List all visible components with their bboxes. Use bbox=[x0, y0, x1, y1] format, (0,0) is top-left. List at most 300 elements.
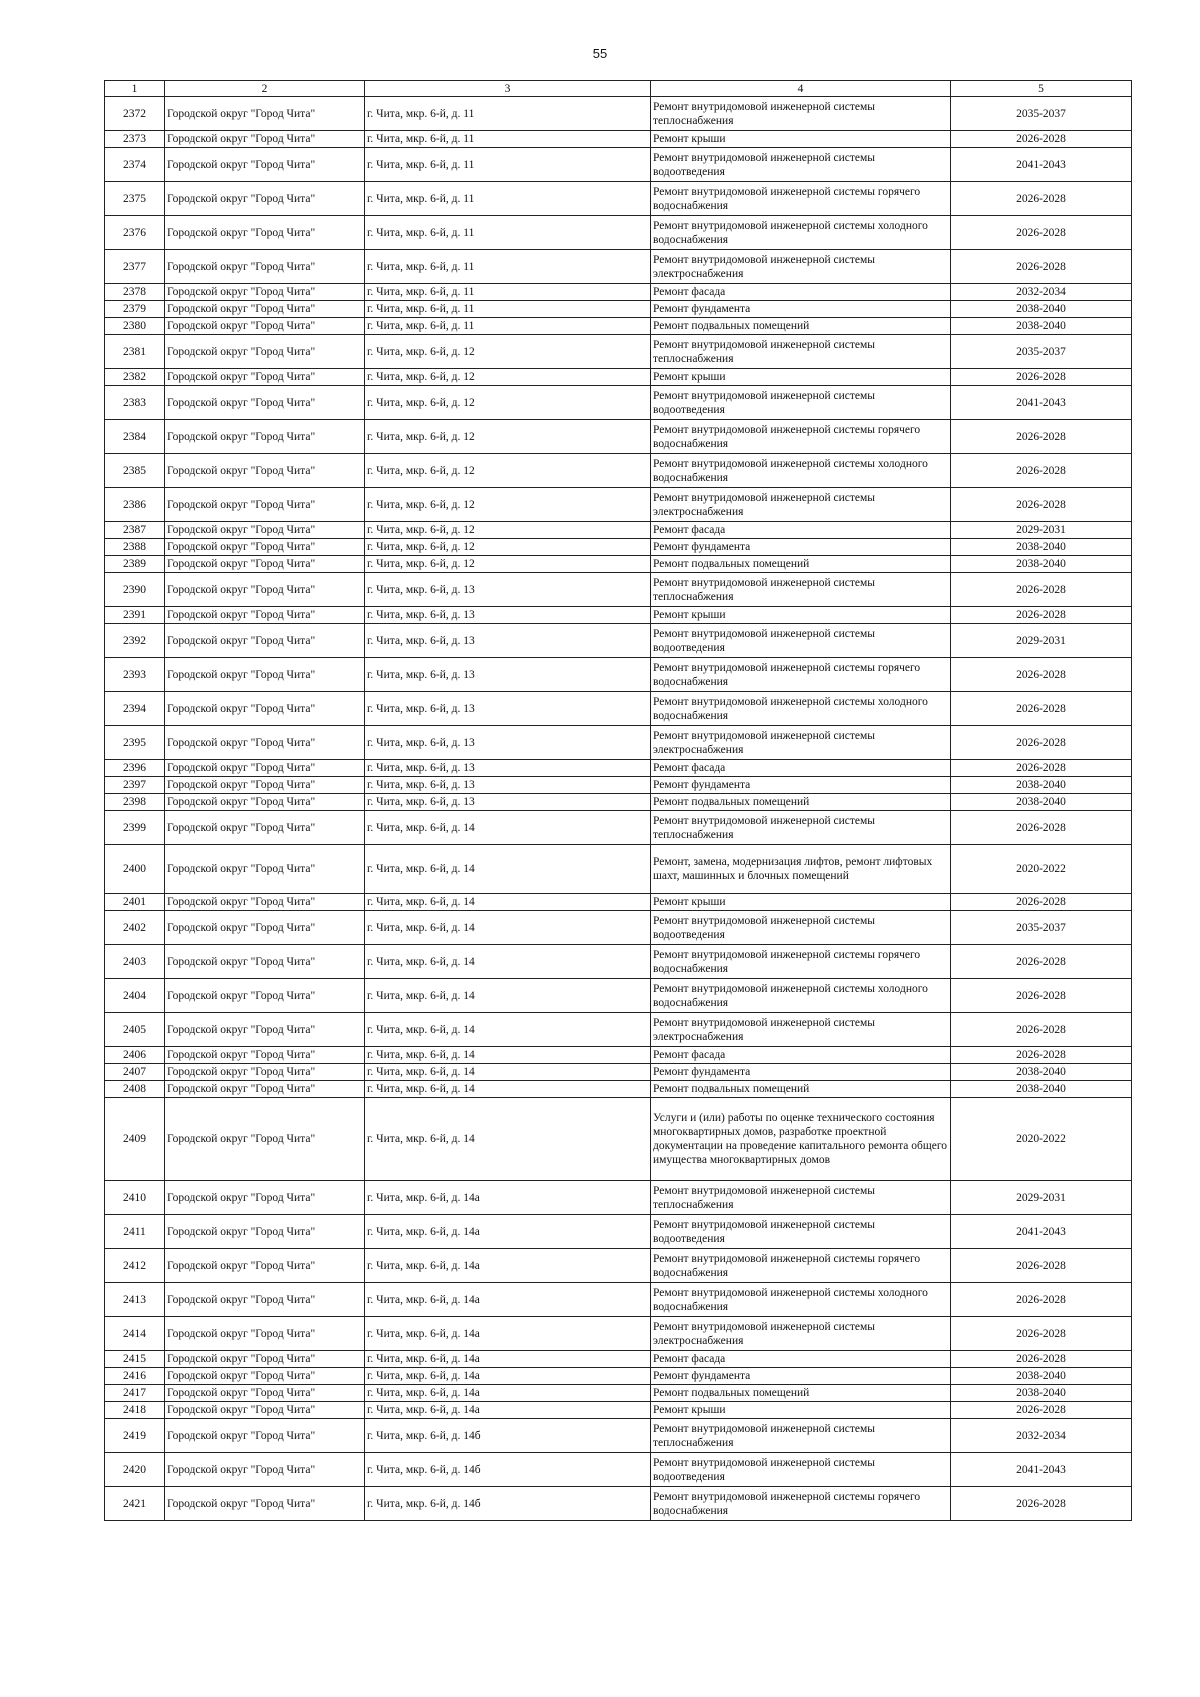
address-cell: г. Чита, мкр. 6-й, д. 13 bbox=[365, 777, 651, 794]
address-cell: г. Чита, мкр. 6-й, д. 14б bbox=[365, 1419, 651, 1453]
row-number-cell: 2380 bbox=[105, 318, 165, 335]
period-cell: 2020-2022 bbox=[951, 1098, 1132, 1181]
table-row bbox=[105, 1385, 1132, 1402]
address-cell: г. Чита, мкр. 6-й, д. 13 bbox=[365, 760, 651, 777]
period-cell: 2038-2040 bbox=[951, 1064, 1132, 1081]
table-body bbox=[105, 97, 1132, 1521]
table-row bbox=[105, 454, 1132, 488]
address-cell: г. Чита, мкр. 6-й, д. 14 bbox=[365, 811, 651, 845]
address-cell: г. Чита, мкр. 6-й, д. 14а bbox=[365, 1215, 651, 1249]
row-number-cell: 2378 bbox=[105, 284, 165, 301]
row-number-cell: 2405 bbox=[105, 1013, 165, 1047]
row-number-cell: 2418 bbox=[105, 1402, 165, 1419]
municipality-cell: Городской округ "Город Чита" bbox=[165, 182, 365, 216]
table-row bbox=[105, 1047, 1132, 1064]
row-number-cell: 2381 bbox=[105, 335, 165, 369]
table-row bbox=[105, 1181, 1132, 1215]
work-type-cell: Ремонт фасада bbox=[651, 284, 951, 301]
address-cell: г. Чита, мкр. 6-й, д. 14а bbox=[365, 1249, 651, 1283]
address-cell: г. Чита, мкр. 6-й, д. 13 bbox=[365, 794, 651, 811]
period-cell: 2026-2028 bbox=[951, 894, 1132, 911]
address-cell: г. Чита, мкр. 6-й, д. 12 bbox=[365, 556, 651, 573]
address-cell: г. Чита, мкр. 6-й, д. 11 bbox=[365, 301, 651, 318]
table-row bbox=[105, 1249, 1132, 1283]
work-type-cell: Ремонт внутридомовой инженерной системы холодного водоснабжения bbox=[651, 454, 951, 488]
work-type-cell: Ремонт внутридомовой инженерной системы горячего водоснабжения bbox=[651, 945, 951, 979]
row-number-cell: 2416 bbox=[105, 1368, 165, 1385]
work-type-cell: Ремонт внутридомовой инженерной системы электроснабжения bbox=[651, 1317, 951, 1351]
municipality-cell: Городской округ "Город Чита" bbox=[165, 573, 365, 607]
address-cell: г. Чита, мкр. 6-й, д. 11 bbox=[365, 131, 651, 148]
work-type-cell: Ремонт крыши bbox=[651, 1402, 951, 1419]
period-cell: 2038-2040 bbox=[951, 1368, 1132, 1385]
address-cell: г. Чита, мкр. 6-й, д. 12 bbox=[365, 420, 651, 454]
municipality-cell: Городской округ "Город Чита" bbox=[165, 1047, 365, 1064]
period-cell: 2026-2028 bbox=[951, 1013, 1132, 1047]
table-row bbox=[105, 182, 1132, 216]
address-cell: г. Чита, мкр. 6-й, д. 12 bbox=[365, 539, 651, 556]
table-row bbox=[105, 1453, 1132, 1487]
table-row bbox=[105, 420, 1132, 454]
table-row bbox=[105, 318, 1132, 335]
address-cell: г. Чита, мкр. 6-й, д. 12 bbox=[365, 488, 651, 522]
municipality-cell: Городской округ "Город Чита" bbox=[165, 777, 365, 794]
row-number-cell: 2392 bbox=[105, 624, 165, 658]
work-type-cell: Ремонт внутридомовой инженерной системы теплоснабжения bbox=[651, 97, 951, 131]
address-cell: г. Чита, мкр. 6-й, д. 14а bbox=[365, 1402, 651, 1419]
address-cell: г. Чита, мкр. 6-й, д. 11 bbox=[365, 284, 651, 301]
row-number-cell: 2406 bbox=[105, 1047, 165, 1064]
table-row bbox=[105, 1064, 1132, 1081]
table-row bbox=[105, 1487, 1132, 1521]
address-cell: г. Чита, мкр. 6-й, д. 14 bbox=[365, 894, 651, 911]
municipality-cell: Городской округ "Город Чита" bbox=[165, 318, 365, 335]
work-type-cell: Ремонт фасада bbox=[651, 760, 951, 777]
period-cell: 2026-2028 bbox=[951, 1047, 1132, 1064]
municipality-cell: Городской округ "Город Чита" bbox=[165, 131, 365, 148]
address-cell: г. Чита, мкр. 6-й, д. 12 bbox=[365, 386, 651, 420]
period-cell: 2026-2028 bbox=[951, 250, 1132, 284]
address-cell: г. Чита, мкр. 6-й, д. 13 bbox=[365, 573, 651, 607]
row-number-cell: 2413 bbox=[105, 1283, 165, 1317]
municipality-cell: Городской округ "Город Чита" bbox=[165, 420, 365, 454]
row-number-cell: 2390 bbox=[105, 573, 165, 607]
period-cell: 2029-2031 bbox=[951, 522, 1132, 539]
row-number-cell: 2377 bbox=[105, 250, 165, 284]
table-row bbox=[105, 1419, 1132, 1453]
period-cell: 2026-2028 bbox=[951, 1351, 1132, 1368]
row-number-cell: 2385 bbox=[105, 454, 165, 488]
table-row bbox=[105, 369, 1132, 386]
period-cell: 2041-2043 bbox=[951, 1453, 1132, 1487]
address-cell: г. Чита, мкр. 6-й, д. 11 bbox=[365, 318, 651, 335]
period-cell: 2026-2028 bbox=[951, 131, 1132, 148]
table-row bbox=[105, 148, 1132, 182]
address-cell: г. Чита, мкр. 6-й, д. 14 bbox=[365, 1098, 651, 1181]
column-header-3: 3 bbox=[365, 81, 651, 97]
table-row bbox=[105, 216, 1132, 250]
period-cell: 2029-2031 bbox=[951, 624, 1132, 658]
address-cell: г. Чита, мкр. 6-й, д. 11 bbox=[365, 148, 651, 182]
municipality-cell: Городской округ "Город Чита" bbox=[165, 624, 365, 658]
municipality-cell: Городской округ "Город Чита" bbox=[165, 1487, 365, 1521]
row-number-cell: 2417 bbox=[105, 1385, 165, 1402]
table-row bbox=[105, 1402, 1132, 1419]
table-row bbox=[105, 811, 1132, 845]
address-cell: г. Чита, мкр. 6-й, д. 11 bbox=[365, 97, 651, 131]
column-header-1: 1 bbox=[105, 81, 165, 97]
address-cell: г. Чита, мкр. 6-й, д. 14а bbox=[365, 1181, 651, 1215]
work-type-cell: Ремонт внутридомовой инженерной системы электроснабжения bbox=[651, 726, 951, 760]
municipality-cell: Городской округ "Город Чита" bbox=[165, 1181, 365, 1215]
period-cell: 2026-2028 bbox=[951, 945, 1132, 979]
period-cell: 2026-2028 bbox=[951, 811, 1132, 845]
municipality-cell: Городской округ "Город Чита" bbox=[165, 386, 365, 420]
municipality-cell: Городской округ "Город Чита" bbox=[165, 1453, 365, 1487]
work-type-cell: Ремонт внутридомовой инженерной системы горячего водоснабжения bbox=[651, 658, 951, 692]
municipality-cell: Городской округ "Город Чита" bbox=[165, 658, 365, 692]
municipality-cell: Городской округ "Город Чита" bbox=[165, 369, 365, 386]
table-row bbox=[105, 1368, 1132, 1385]
period-cell: 2026-2028 bbox=[951, 488, 1132, 522]
address-cell: г. Чита, мкр. 6-й, д. 14 bbox=[365, 1047, 651, 1064]
period-cell: 2038-2040 bbox=[951, 318, 1132, 335]
period-cell: 2041-2043 bbox=[951, 148, 1132, 182]
municipality-cell: Городской округ "Город Чита" bbox=[165, 811, 365, 845]
address-cell: г. Чита, мкр. 6-й, д. 12 bbox=[365, 335, 651, 369]
row-number-cell: 2420 bbox=[105, 1453, 165, 1487]
work-type-cell: Ремонт внутридомовой инженерной системы теплоснабжения bbox=[651, 1419, 951, 1453]
municipality-cell: Городской округ "Город Чита" bbox=[165, 760, 365, 777]
municipality-cell: Городской округ "Город Чита" bbox=[165, 1013, 365, 1047]
address-cell: г. Чита, мкр. 6-й, д. 12 bbox=[365, 454, 651, 488]
period-cell: 2026-2028 bbox=[951, 216, 1132, 250]
table-row bbox=[105, 250, 1132, 284]
row-number-cell: 2419 bbox=[105, 1419, 165, 1453]
table-row bbox=[105, 777, 1132, 794]
table-row bbox=[105, 658, 1132, 692]
municipality-cell: Городской округ "Город Чита" bbox=[165, 216, 365, 250]
work-type-cell: Ремонт внутридомовой инженерной системы холодного водоснабжения bbox=[651, 216, 951, 250]
work-type-cell: Ремонт фундамента bbox=[651, 1064, 951, 1081]
address-cell: г. Чита, мкр. 6-й, д. 14а bbox=[365, 1351, 651, 1368]
work-type-cell: Ремонт фундамента bbox=[651, 777, 951, 794]
row-number-cell: 2399 bbox=[105, 811, 165, 845]
work-type-cell: Услуги и (или) работы по оценке технического состояния многоквартирных домов, разработке проектной документации на проведение капитального ремонта общего имущества многоквартирных домов bbox=[651, 1098, 951, 1181]
table-row bbox=[105, 386, 1132, 420]
period-cell: 2026-2028 bbox=[951, 979, 1132, 1013]
address-cell: г. Чита, мкр. 6-й, д. 14а bbox=[365, 1317, 651, 1351]
address-cell: г. Чита, мкр. 6-й, д. 11 bbox=[365, 216, 651, 250]
repair-schedule-table bbox=[104, 80, 1132, 1521]
row-number-cell: 2373 bbox=[105, 131, 165, 148]
municipality-cell: Городской округ "Город Чита" bbox=[165, 556, 365, 573]
municipality-cell: Городской округ "Город Чита" bbox=[165, 845, 365, 894]
table-row bbox=[105, 945, 1132, 979]
address-cell: г. Чита, мкр. 6-й, д. 14 bbox=[365, 911, 651, 945]
row-number-cell: 2402 bbox=[105, 911, 165, 945]
municipality-cell: Городской округ "Город Чита" bbox=[165, 454, 365, 488]
work-type-cell: Ремонт внутридомовой инженерной системы горячего водоснабжения bbox=[651, 420, 951, 454]
row-number-cell: 2411 bbox=[105, 1215, 165, 1249]
row-number-cell: 2396 bbox=[105, 760, 165, 777]
period-cell: 2026-2028 bbox=[951, 692, 1132, 726]
address-cell: г. Чита, мкр. 6-й, д. 14 bbox=[365, 979, 651, 1013]
table-row bbox=[105, 845, 1132, 894]
row-number-cell: 2404 bbox=[105, 979, 165, 1013]
municipality-cell: Городской округ "Город Чита" bbox=[165, 945, 365, 979]
period-cell: 2026-2028 bbox=[951, 182, 1132, 216]
row-number-cell: 2391 bbox=[105, 607, 165, 624]
address-cell: г. Чита, мкр. 6-й, д. 14а bbox=[365, 1385, 651, 1402]
row-number-cell: 2408 bbox=[105, 1081, 165, 1098]
row-number-cell: 2376 bbox=[105, 216, 165, 250]
municipality-cell: Городской округ "Город Чита" bbox=[165, 301, 365, 318]
row-number-cell: 2379 bbox=[105, 301, 165, 318]
row-number-cell: 2388 bbox=[105, 539, 165, 556]
municipality-cell: Городской округ "Город Чита" bbox=[165, 1317, 365, 1351]
period-cell: 2035-2037 bbox=[951, 911, 1132, 945]
address-cell: г. Чита, мкр. 6-й, д. 14б bbox=[365, 1453, 651, 1487]
page-number: 55 bbox=[592, 46, 608, 61]
work-type-cell: Ремонт крыши bbox=[651, 894, 951, 911]
municipality-cell: Городской округ "Город Чита" bbox=[165, 335, 365, 369]
work-type-cell: Ремонт фундамента bbox=[651, 1368, 951, 1385]
period-cell: 2020-2022 bbox=[951, 845, 1132, 894]
work-type-cell: Ремонт, замена, модернизация лифтов, ремонт лифтовых шахт, машинных и блочных помещений bbox=[651, 845, 951, 894]
table-row bbox=[105, 284, 1132, 301]
municipality-cell: Городской округ "Город Чита" bbox=[165, 911, 365, 945]
table-row bbox=[105, 1215, 1132, 1249]
address-cell: г. Чита, мкр. 6-й, д. 14 bbox=[365, 1064, 651, 1081]
address-cell: г. Чита, мкр. 6-й, д. 13 bbox=[365, 624, 651, 658]
work-type-cell: Ремонт внутридомовой инженерной системы горячего водоснабжения bbox=[651, 182, 951, 216]
period-cell: 2038-2040 bbox=[951, 1081, 1132, 1098]
work-type-cell: Ремонт внутридомовой инженерной системы теплоснабжения bbox=[651, 573, 951, 607]
table-row bbox=[105, 760, 1132, 777]
address-cell: г. Чита, мкр. 6-й, д. 13 bbox=[365, 692, 651, 726]
row-number-cell: 2409 bbox=[105, 1098, 165, 1181]
period-cell: 2029-2031 bbox=[951, 1181, 1132, 1215]
period-cell: 2041-2043 bbox=[951, 1215, 1132, 1249]
row-number-cell: 2374 bbox=[105, 148, 165, 182]
table-row bbox=[105, 1283, 1132, 1317]
row-number-cell: 2386 bbox=[105, 488, 165, 522]
municipality-cell: Городской округ "Город Чита" bbox=[165, 1081, 365, 1098]
table-row bbox=[105, 1317, 1132, 1351]
address-cell: г. Чита, мкр. 6-й, д. 11 bbox=[365, 250, 651, 284]
address-cell: г. Чита, мкр. 6-й, д. 14 bbox=[365, 845, 651, 894]
table-row bbox=[105, 522, 1132, 539]
row-number-cell: 2384 bbox=[105, 420, 165, 454]
work-type-cell: Ремонт внутридомовой инженерной системы водоотведения bbox=[651, 148, 951, 182]
address-cell: г. Чита, мкр. 6-й, д. 12 bbox=[365, 522, 651, 539]
period-cell: 2038-2040 bbox=[951, 794, 1132, 811]
table-row bbox=[105, 794, 1132, 811]
address-cell: г. Чита, мкр. 6-й, д. 13 bbox=[365, 658, 651, 692]
municipality-cell: Городской округ "Город Чита" bbox=[165, 1283, 365, 1317]
table-row bbox=[105, 556, 1132, 573]
period-cell: 2026-2028 bbox=[951, 1283, 1132, 1317]
period-cell: 2026-2028 bbox=[951, 1249, 1132, 1283]
period-cell: 2038-2040 bbox=[951, 777, 1132, 794]
period-cell: 2026-2028 bbox=[951, 1402, 1132, 1419]
period-cell: 2026-2028 bbox=[951, 607, 1132, 624]
municipality-cell: Городской округ "Город Чита" bbox=[165, 488, 365, 522]
work-type-cell: Ремонт внутридомовой инженерной системы горячего водоснабжения bbox=[651, 1249, 951, 1283]
table-row bbox=[105, 624, 1132, 658]
municipality-cell: Городской округ "Город Чита" bbox=[165, 1419, 365, 1453]
work-type-cell: Ремонт внутридомовой инженерной системы теплоснабжения bbox=[651, 811, 951, 845]
table-row bbox=[105, 979, 1132, 1013]
work-type-cell: Ремонт внутридомовой инженерной системы холодного водоснабжения bbox=[651, 979, 951, 1013]
row-number-cell: 2414 bbox=[105, 1317, 165, 1351]
table-row bbox=[105, 607, 1132, 624]
row-number-cell: 2393 bbox=[105, 658, 165, 692]
work-type-cell: Ремонт крыши bbox=[651, 607, 951, 624]
municipality-cell: Городской округ "Город Чита" bbox=[165, 1064, 365, 1081]
address-cell: г. Чита, мкр. 6-й, д. 13 bbox=[365, 607, 651, 624]
table-row bbox=[105, 301, 1132, 318]
work-type-cell: Ремонт внутридомовой инженерной системы теплоснабжения bbox=[651, 1181, 951, 1215]
work-type-cell: Ремонт внутридомовой инженерной системы электроснабжения bbox=[651, 250, 951, 284]
column-header-2: 2 bbox=[165, 81, 365, 97]
row-number-cell: 2397 bbox=[105, 777, 165, 794]
period-cell: 2026-2028 bbox=[951, 454, 1132, 488]
work-type-cell: Ремонт внутридомовой инженерной системы холодного водоснабжения bbox=[651, 692, 951, 726]
row-number-cell: 2383 bbox=[105, 386, 165, 420]
address-cell: г. Чита, мкр. 6-й, д. 14 bbox=[365, 945, 651, 979]
row-number-cell: 2400 bbox=[105, 845, 165, 894]
period-cell: 2038-2040 bbox=[951, 1385, 1132, 1402]
table-row bbox=[105, 1013, 1132, 1047]
municipality-cell: Городской округ "Город Чита" bbox=[165, 1351, 365, 1368]
table-row bbox=[105, 1351, 1132, 1368]
municipality-cell: Городской округ "Город Чита" bbox=[165, 692, 365, 726]
row-number-cell: 2407 bbox=[105, 1064, 165, 1081]
work-type-cell: Ремонт подвальных помещений bbox=[651, 1385, 951, 1402]
row-number-cell: 2403 bbox=[105, 945, 165, 979]
period-cell: 2032-2034 bbox=[951, 1419, 1132, 1453]
period-cell: 2026-2028 bbox=[951, 573, 1132, 607]
work-type-cell: Ремонт внутридомовой инженерной системы водоотведения bbox=[651, 1453, 951, 1487]
table-row bbox=[105, 911, 1132, 945]
row-number-cell: 2421 bbox=[105, 1487, 165, 1521]
column-number-row bbox=[105, 81, 1132, 97]
column-header-4: 4 bbox=[651, 81, 951, 97]
work-type-cell: Ремонт подвальных помещений bbox=[651, 794, 951, 811]
work-type-cell: Ремонт фасада bbox=[651, 1351, 951, 1368]
work-type-cell: Ремонт внутридомовой инженерной системы холодного водоснабжения bbox=[651, 1283, 951, 1317]
municipality-cell: Городской округ "Город Чита" bbox=[165, 148, 365, 182]
period-cell: 2026-2028 bbox=[951, 760, 1132, 777]
table-row bbox=[105, 726, 1132, 760]
work-type-cell: Ремонт внутридомовой инженерной системы водоотведения bbox=[651, 386, 951, 420]
row-number-cell: 2394 bbox=[105, 692, 165, 726]
period-cell: 2038-2040 bbox=[951, 539, 1132, 556]
row-number-cell: 2412 bbox=[105, 1249, 165, 1283]
address-cell: г. Чита, мкр. 6-й, д. 14б bbox=[365, 1487, 651, 1521]
row-number-cell: 2410 bbox=[105, 1181, 165, 1215]
row-number-cell: 2372 bbox=[105, 97, 165, 131]
municipality-cell: Городской округ "Город Чита" bbox=[165, 1249, 365, 1283]
municipality-cell: Городской округ "Город Чита" bbox=[165, 539, 365, 556]
municipality-cell: Городской округ "Город Чита" bbox=[165, 607, 365, 624]
row-number-cell: 2401 bbox=[105, 894, 165, 911]
row-number-cell: 2382 bbox=[105, 369, 165, 386]
table-row bbox=[105, 1081, 1132, 1098]
table-row bbox=[105, 1098, 1132, 1181]
municipality-cell: Городской округ "Город Чита" bbox=[165, 1215, 365, 1249]
table-row bbox=[105, 97, 1132, 131]
work-type-cell: Ремонт внутридомовой инженерной системы горячего водоснабжения bbox=[651, 1487, 951, 1521]
table-row bbox=[105, 539, 1132, 556]
period-cell: 2038-2040 bbox=[951, 301, 1132, 318]
work-type-cell: Ремонт внутридомовой инженерной системы электроснабжения bbox=[651, 1013, 951, 1047]
address-cell: г. Чита, мкр. 6-й, д. 14 bbox=[365, 1081, 651, 1098]
period-cell: 2035-2037 bbox=[951, 97, 1132, 131]
row-number-cell: 2389 bbox=[105, 556, 165, 573]
municipality-cell: Городской округ "Город Чита" bbox=[165, 1098, 365, 1181]
row-number-cell: 2398 bbox=[105, 794, 165, 811]
column-header-5: 5 bbox=[951, 81, 1132, 97]
period-cell: 2026-2028 bbox=[951, 658, 1132, 692]
municipality-cell: Городской округ "Город Чита" bbox=[165, 1368, 365, 1385]
period-cell: 2026-2028 bbox=[951, 369, 1132, 386]
municipality-cell: Городской округ "Город Чита" bbox=[165, 794, 365, 811]
work-type-cell: Ремонт подвальных помещений bbox=[651, 1081, 951, 1098]
municipality-cell: Городской округ "Город Чита" bbox=[165, 1385, 365, 1402]
work-type-cell: Ремонт внутридомовой инженерной системы теплоснабжения bbox=[651, 335, 951, 369]
address-cell: г. Чита, мкр. 6-й, д. 11 bbox=[365, 182, 651, 216]
municipality-cell: Городской округ "Город Чита" bbox=[165, 979, 365, 1013]
municipality-cell: Городской округ "Город Чита" bbox=[165, 726, 365, 760]
address-cell: г. Чита, мкр. 6-й, д. 14а bbox=[365, 1283, 651, 1317]
period-cell: 2026-2028 bbox=[951, 1317, 1132, 1351]
work-type-cell: Ремонт фасада bbox=[651, 1047, 951, 1064]
table-row bbox=[105, 894, 1132, 911]
address-cell: г. Чита, мкр. 6-й, д. 14а bbox=[365, 1368, 651, 1385]
municipality-cell: Городской округ "Город Чита" bbox=[165, 250, 365, 284]
municipality-cell: Городской округ "Город Чита" bbox=[165, 284, 365, 301]
work-type-cell: Ремонт подвальных помещений bbox=[651, 318, 951, 335]
work-type-cell: Ремонт крыши bbox=[651, 369, 951, 386]
work-type-cell: Ремонт подвальных помещений bbox=[651, 556, 951, 573]
work-type-cell: Ремонт фасада bbox=[651, 522, 951, 539]
municipality-cell: Городской округ "Город Чита" bbox=[165, 894, 365, 911]
work-type-cell: Ремонт внутридомовой инженерной системы водоотведения bbox=[651, 624, 951, 658]
period-cell: 2032-2034 bbox=[951, 284, 1132, 301]
work-type-cell: Ремонт фундамента bbox=[651, 539, 951, 556]
table-row bbox=[105, 488, 1132, 522]
municipality-cell: Городской округ "Город Чита" bbox=[165, 1402, 365, 1419]
address-cell: г. Чита, мкр. 6-й, д. 12 bbox=[365, 369, 651, 386]
table-row bbox=[105, 573, 1132, 607]
period-cell: 2026-2028 bbox=[951, 726, 1132, 760]
work-type-cell: Ремонт внутридомовой инженерной системы водоотведения bbox=[651, 1215, 951, 1249]
row-number-cell: 2387 bbox=[105, 522, 165, 539]
row-number-cell: 2415 bbox=[105, 1351, 165, 1368]
table-row bbox=[105, 692, 1132, 726]
address-cell: г. Чита, мкр. 6-й, д. 14 bbox=[365, 1013, 651, 1047]
work-type-cell: Ремонт внутридомовой инженерной системы водоотведения bbox=[651, 911, 951, 945]
municipality-cell: Городской округ "Город Чита" bbox=[165, 522, 365, 539]
work-type-cell: Ремонт крыши bbox=[651, 131, 951, 148]
period-cell: 2026-2028 bbox=[951, 420, 1132, 454]
address-cell: г. Чита, мкр. 6-й, д. 13 bbox=[365, 726, 651, 760]
row-number-cell: 2395 bbox=[105, 726, 165, 760]
work-type-cell: Ремонт внутридомовой инженерной системы электроснабжения bbox=[651, 488, 951, 522]
